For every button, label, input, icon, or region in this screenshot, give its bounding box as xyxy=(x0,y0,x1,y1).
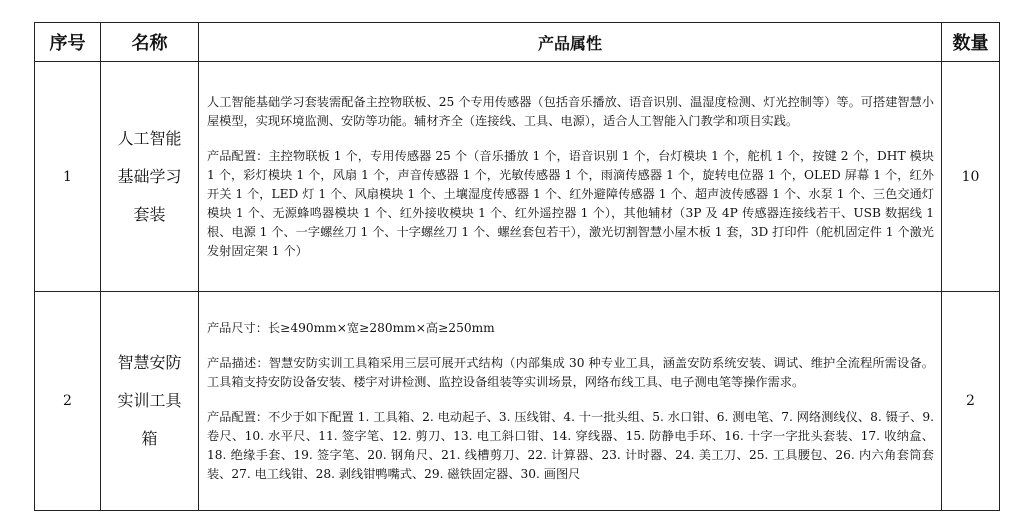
row-name xyxy=(101,62,199,292)
row-index: 2 xyxy=(35,292,101,511)
attribute-size: 产品尺寸：长≥490mm×宽≥280mm×高≥250mm xyxy=(207,320,495,335)
attribute-description: 产品描述：智慧安防实训工具箱采用三层可展开式结构（内部集成 30 种专业工具，涵盖安防系统安装、调试、维护全流程所需设备。工具箱支持安防设备安装、楼宇对讲检测、监控设备组装等实训场景，网络布线工具、电子测电笔等操作需求。 xyxy=(207,355,934,389)
row-quantity: 10 xyxy=(942,62,1000,292)
attribute-description: 人工智能基础学习套装需配备主控物联板、25 个专用传感器（包括音乐播放、语音识别、温湿度检测、灯光控制等）等。可搭建智慧小屋模型，实现环境监测、安防等功能。辅材齐全（连接线、工具、电源），适合人工智能入门教学和项目实践。 xyxy=(207,94,934,128)
header-quantity: 数量 xyxy=(942,23,1000,62)
row-name-line: 箱 xyxy=(141,429,158,448)
row-name xyxy=(101,292,199,511)
row-name-line: 人工智能 xyxy=(117,128,182,148)
header-attributes: 产品属性 xyxy=(199,23,942,62)
header-index: 序号 xyxy=(35,23,101,62)
row-name-line: 实训工具 xyxy=(117,391,182,410)
header-name: 名称 xyxy=(101,23,199,62)
product-spec-table xyxy=(34,22,1000,511)
table-header-row xyxy=(35,23,1000,62)
row-quantity: 2 xyxy=(942,292,1000,511)
attribute-configuration: 产品配置：不少于如下配置 1. 工具箱、2. 电动起子、3. 压线钳、4. 十一批头组、5. 水口钳、6. 测电笔、7. 网络测线仪、8. 镊子、9. 卷尺、10. 水平尺、11. 签字笔、12. 剪刀、13. 电工斜口钳、14. 穿线器、15. 防静电手环、16. 十字一字批头套装、17. 收纳盒、18. 绝缘手套、19. 签字笔、20. 钢角尺、21. 线槽剪刀、22. 计算器、23. 计时器、24. 美工刀、25. 工具腰包、26. 内六角套筒套装、27. 电工线钳、28. 剥线钳鸭嘴式、29. 磁铁固定器、30. 画图尺 xyxy=(207,409,934,481)
row-attributes xyxy=(199,62,942,292)
row-name-line: 套装 xyxy=(133,204,166,224)
row-name-line: 基础学习 xyxy=(117,166,182,186)
attribute-configuration: 产品配置：主控物联板 1 个，专用传感器 25 个（音乐播放 1 个，语音识别 1 个，台灯模块 1 个，舵机 1 个，按键 2 个，DHT 模块 1 个，彩灯模块 1 个，风扇 1 个，声音传感器 1 个，光敏传感器 1 个，雨滴传感器 1 个，旋转电位器 1 个，OLED 屏幕 1 个，红外开关 1 个，LED 灯 1 个、风扇模块 1 个、土壤湿度传感器 1 个、红外避障传感器 1 个、超声波传感器 1 个、水泵 1 个、三色交通灯模块 1 个、无源蜂鸣器模块 1 个、红外接收模块 1 个、红外遥控器 1 个），其他辅材（3P 及 4P 传感器连接线若干、USB 数据线 1 根、电源 1 个、一字螺丝刀 1 个、十字螺丝刀 1 个、螺丝套包若干），激光切割智慧小屋木板 1 套，3D 打印件（舵机固定件 1 个激光发射固定架 1 个） xyxy=(207,148,934,258)
table-row xyxy=(35,62,1000,292)
table-row xyxy=(35,292,1000,511)
row-name-line: 智慧安防 xyxy=(117,353,182,372)
row-attributes xyxy=(199,292,942,511)
row-index: 1 xyxy=(35,62,101,292)
